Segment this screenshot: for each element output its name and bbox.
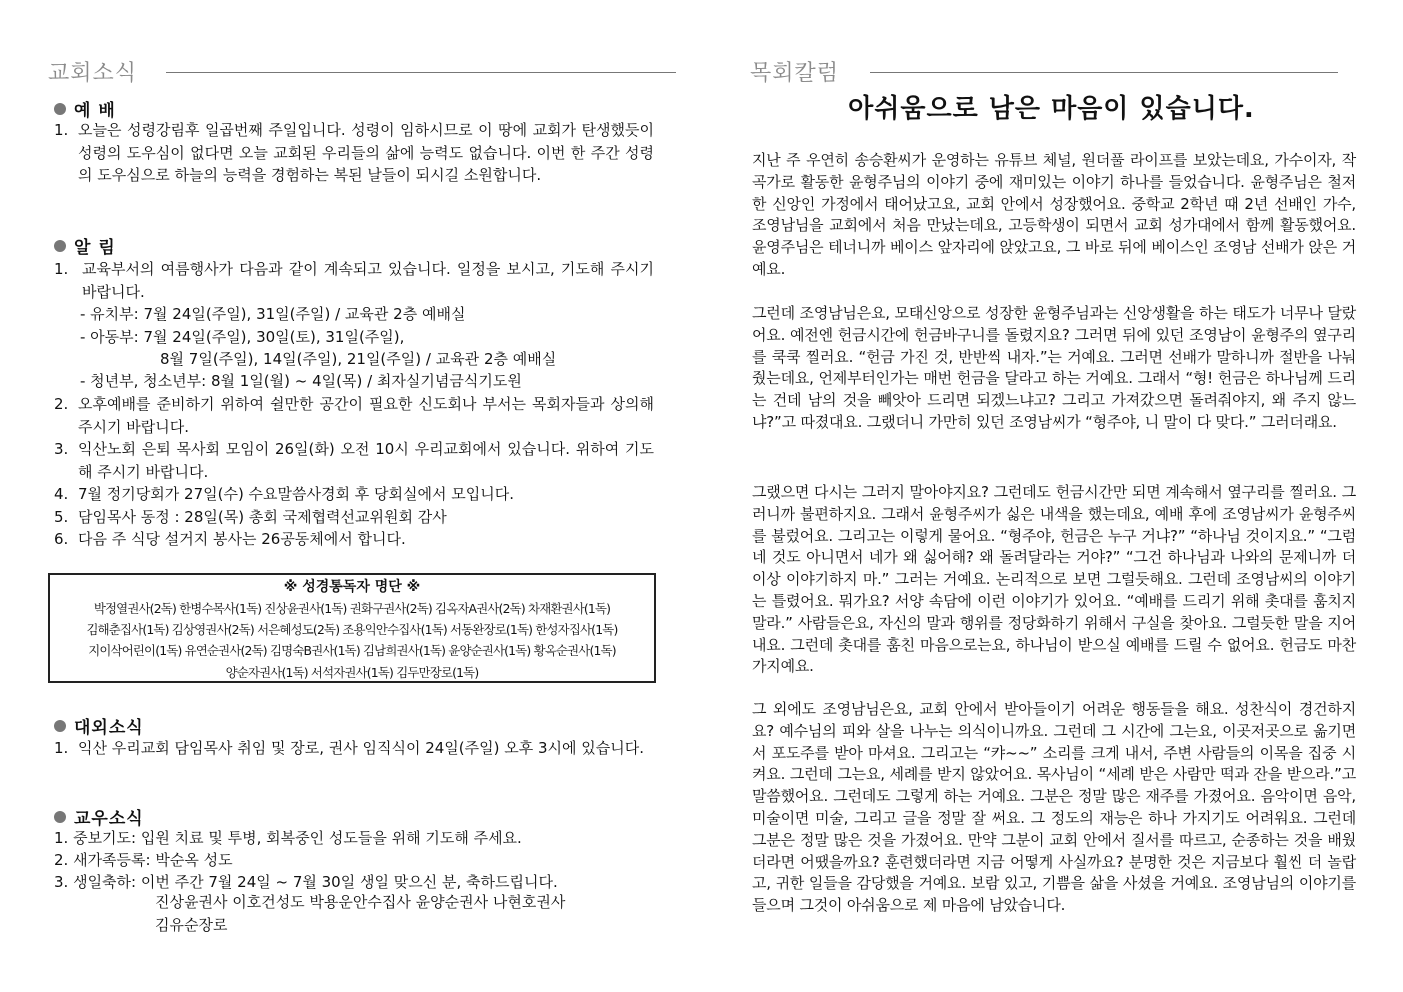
bible-reader-title: ※ 성경통독자 명단 ※ [283, 579, 421, 595]
item-number: 3. [54, 440, 69, 458]
bullet-icon [54, 240, 66, 252]
item-number: 1. [54, 121, 69, 139]
church-news-title: 교회소식 [48, 61, 138, 86]
column-paragraph-3: 그랬으면 다시는 그러지 말아야지요? 그런데도 헌금시간만 되면 계속해서 옆구리를 찔러요. 그러니까 불편하지요. 그래서 윤형주씨가 싫은 내색을 했는데요, 예배 후에 조영남씨가 윤형주씨를 불렀어요. 그리고는 이렇게 물어요. “형주야, 헌금은 누구 거냐?” “하나님 것이지요.” “그럼 네 것도 아니면서 네가 왜 싫어해? 왜 돌려달라는 거야?” “그건 하나님과 나와의 문제니까 더 이상 이야기하지 마.” 그러는 거예요. 논리적으로 보면 그럴듯해요. 그런데 조영남씨의 이야기는 틀렸어요. 뭐가요? 서양 속담에 이런 이야기가 있어요. “예배를 드리기 위해 촛대를 훔치지 말라.” 사람들은요, 자신의 말과 행위를 정당화하기 위해서 구실을 찾아요. 그럴듯한 말을 지어내요. 그런데 촛대를 훔친 마음으로는요, 하나님이 받으실 예배를 드릴 수 없어요. 헌금도 마찬가지예요. [752, 483, 1356, 676]
item-text: 다음 주 식당 설거지 봉사는 26공동체에서 합니다. [78, 530, 406, 548]
notice-sub-kinder: - 유치부: 7월 24일(주일), 31일(주일) / 교육관 2층 예배실 [80, 305, 466, 323]
bible-reader-line-1: 박정열권사(2독) 한병수목사(1독) 진상윤권사(1독) 권화구권사(2독) 김옥자A권사(2독) 차재환권사(1독) [93, 601, 611, 616]
item-number: 2. [54, 395, 69, 413]
worship-heading [54, 96, 116, 121]
bullet-icon [54, 811, 66, 823]
member-news-heading-label: 교우소식 [74, 809, 144, 829]
header-rule [166, 72, 676, 73]
notices-heading [54, 233, 116, 258]
notice-item-5 [54, 506, 654, 529]
notice-item-4 [54, 483, 654, 506]
member-item-birthday: 3. 생일축하: 이번 주간 7월 24일 ~ 7월 30일 생일 맞으신 분, 축하드립니다. [54, 873, 558, 891]
column-paragraph-4: 그 외에도 조영남님은요, 교회 안에서 받아들이기 어려운 행동들을 해요. 성찬식이 경건하지요? 예수님의 피와 살을 나누는 의식이니까요. 그런데 그 시간에 그는요, 이곳저곳으로 옮기면서 포도주를 받아 마셔요. 그리고는 “캬~~” 소리를 크게 내서, 주변 사람들의 이목을 집중 시켜요. 그런데 그는요, 세례를 받지 않았어요. 목사님이 “세례 받은 사람만 떡과 잔을 받으라.”고 말씀했어요. 그런데도 그렇게 하는 거예요. 그분은 정말 많은 재주를 가졌어요. 음악이면 음악, 미술이면 미술, 그리고 글을 정말 잘 써요. 그 정도의 재능은 하나 가지기도 어려워요. 그런데 그분은 정말 많은 것을 가졌어요. 만약 그분이 교회 안에서 질서를 따르고, 순종하는 것을 배웠더라면 어땠을까요? 훈련했더라면 지금 어떻게 사실까요? 분명한 것은 지금보다 훨씬 더 놀랍고, 귀한 일들을 감당했을 거예요. 보람 있고, 기쁨을 삶을 사셨을 거예요. 조영남님의 이야기를 들으며 그것이 아쉬움으로 제 마음에 남았습니다. [752, 700, 1356, 915]
notice-item-1 [54, 258, 654, 304]
item-text: 익산 우리교회 담임목사 취임 및 장로, 권사 임직식이 24일(주일) 오후 3시에 있습니다. [78, 739, 645, 757]
item-number: 1. [54, 260, 69, 278]
member-birthday-names: 진상윤권사 이호건성도 박용운안수집사 윤양순권사 나현호권사 [155, 893, 566, 911]
notice-sub-children: - 아동부: 7월 24일(주일), 30일(토), 31일(주일), [80, 328, 405, 346]
external-news-heading-label: 대외소식 [74, 718, 144, 738]
external-item-1 [54, 737, 654, 783]
column-paragraph-2: 그런데 조영남님은요, 모태신앙으로 성장한 윤형주님과는 신앙생활을 하는 태도가 너무나 달랐어요. 예전엔 헌금시간에 헌금바구니를 돌렸지요? 그러면 뒤에 있던 조영남이 윤형주의 옆구리를 쿡쿡 찔러요. “헌금 가진 것, 반반씩 내자.”는 거예요. 그러면 선배가 말하니까 절반을 나눠줬는데요, 언제부터인가는 매번 헌금을 달라고 하는 거예요. 그래서 “형! 헌금은 하나님께 드리는 건데 남의 것을 빼앗아 드리면 되겠느냐고? 그리고 가져갔으면 돌려줘야지, 왜 주지 않느냐?”고 따졌대요. 그랬더니 가만히 있던 조영남씨가 “형주야, 니 말이 다 맞다.” 그러더래요. [752, 304, 1356, 431]
item-number: 6. [54, 530, 69, 548]
notice-item-6 [54, 528, 654, 551]
item-number: 4. [54, 485, 69, 503]
bible-reader-box [48, 573, 656, 683]
item-text: 담임목사 동정 : 28일(목) 총회 국제협력선교위원회 감사 [78, 508, 447, 526]
notices-heading-label: 알 림 [74, 238, 116, 258]
item-text: 교육부서의 여름행사가 다음과 같이 계속되고 있습니다. 일정을 보시고, 기도해 주시기 바랍니다. [82, 260, 654, 301]
member-item-prayer: 1. 중보기도: 입원 치료 및 투병, 회복중인 성도들을 위해 기도해 주세요. [54, 829, 522, 847]
pastor-column-header [750, 56, 1340, 86]
item-text: 7월 정기당회가 27일(수) 수요말씀사경회 후 당회실에서 모입니다. [78, 485, 514, 503]
notice-item-2 [54, 393, 654, 439]
column-paragraph-1: 지난 주 우연히 송승환씨가 운영하는 유튜브 체널, 원더풀 라이프를 보았는데요, 가수이자, 작곡가로 활동한 윤형주님의 이야기 중에 재미있는 이야기 하나를 들었습니다. 윤형주님은 철저한 신앙인 가정에서 태어났고요, 교회 안에서 성장했어요. 중학교 2학년 때 2년 선배인 가수, 조영남님을 교회에서 처음 만났는데요, 고등학생이 되면서 교회 성가대에서 함께 활동했어요. 윤영주님은 테너니까 베이스 앞자리에 앉았고요, 그 바로 뒤에 베이스인 조영남 선배가 앉은 거예요. [752, 151, 1356, 278]
item-text: 오후예배를 준비하기 위하여 쉴만한 공간이 필요한 신도회나 부서는 목회자들과 상의해 주시기 바랍니다. [78, 395, 654, 436]
member-item-newcomer: 2. 새가족등록: 박순옥 성도 [54, 851, 233, 869]
bullet-icon [54, 103, 66, 115]
pastor-column-header-title: 목회칼럼 [750, 61, 840, 86]
notice-sub-children-2: 8월 7일(주일), 14일(주일), 21일(주일) / 교육관 2층 예배실 [160, 350, 557, 368]
member-news-heading [54, 804, 144, 829]
header-rule [870, 72, 1338, 73]
bible-reader-line-4: 양순자권사(1독) 서석자권사(1독) 김두만장로(1독) [225, 664, 479, 680]
item-number: 1. [54, 739, 69, 757]
notice-item-3 [54, 438, 654, 484]
item-text: 오늘은 성령강림후 일곱번째 주일입니다. 성령이 임하시므로 이 땅에 교회가 탄생했듯이 성령의 도우심이 없다면 오늘 교회된 우리들의 삶에 능력도 없습니다. 이번 한 주간 성령의 도우심으로 하늘의 능력을 경험하는 복된 날들이 되시길 소원합니다. [78, 121, 654, 184]
item-text: 익산노회 은퇴 목사회 모임이 26일(화) 오전 10시 우리교회에서 있습니다. 위하여 기도해 주시기 바랍니다. [78, 440, 654, 481]
worship-heading-label: 예 배 [74, 101, 116, 121]
bullet-icon [54, 720, 66, 732]
bible-reader-line-2: 김해춘집사(1독) 김상영권사(2독) 서은혜성도(2독) 조용익안수집사(1독) 서동완장로(1독) 한성자집사(1독) [86, 622, 618, 638]
item-number: 5. [54, 508, 69, 526]
external-news-heading [54, 713, 144, 738]
column-title: 아쉬움으로 남은 마음이 있습니다. [848, 94, 1255, 124]
worship-item-1 [54, 119, 654, 211]
church-news-header [48, 56, 676, 86]
member-birthday-names-2: 김유순장로 [155, 916, 228, 934]
notice-sub-youth: - 청년부, 청소년부: 8월 1일(월) ~ 4일(목) / 최자실기념금식기도원 [80, 372, 522, 390]
bible-reader-line-3: 지이삭어린이(1독) 유연순권사(2독) 김명숙B권사(1독) 김남희권사(1독) 윤양순권사(1독) 황옥순권사(1독) [88, 643, 616, 659]
